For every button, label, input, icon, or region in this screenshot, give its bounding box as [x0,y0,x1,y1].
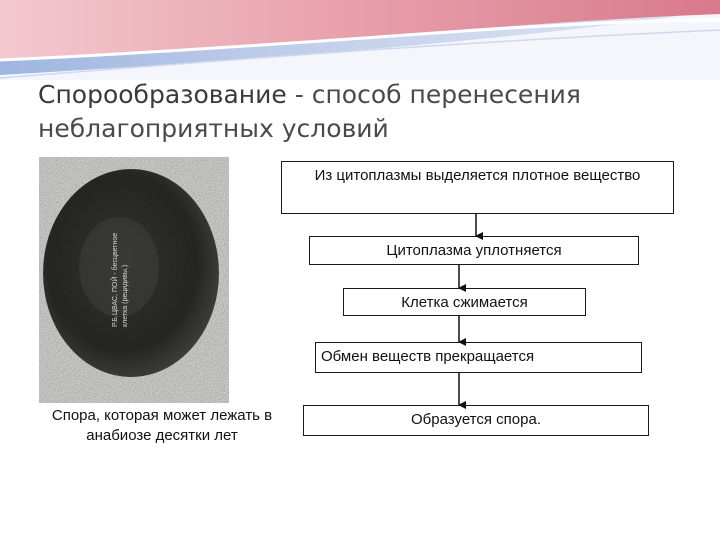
step-2-box: Цитоплазма уплотняется [309,236,639,265]
title-main: Спорообразование [38,80,287,109]
title-rest: - способ перенесения неблагоприятных условий [38,80,581,143]
step-5-box: Образуется спора. [303,405,649,436]
step-1-box: Из цитоплазмы выделяется плотное вещество [281,161,674,214]
photo-caption: Спора, которая может лежать в анабиозе десятки лет [51,407,273,444]
photo-label-2: клетка (рецидивы.) [122,264,129,327]
step-3-box: Клетка сжимается [343,288,586,316]
step-4-box: Обмен веществ прекращается [315,342,642,373]
photo-label-1: Р.Б.ЦВАС, ПОЙ - бесцветное [112,232,119,327]
